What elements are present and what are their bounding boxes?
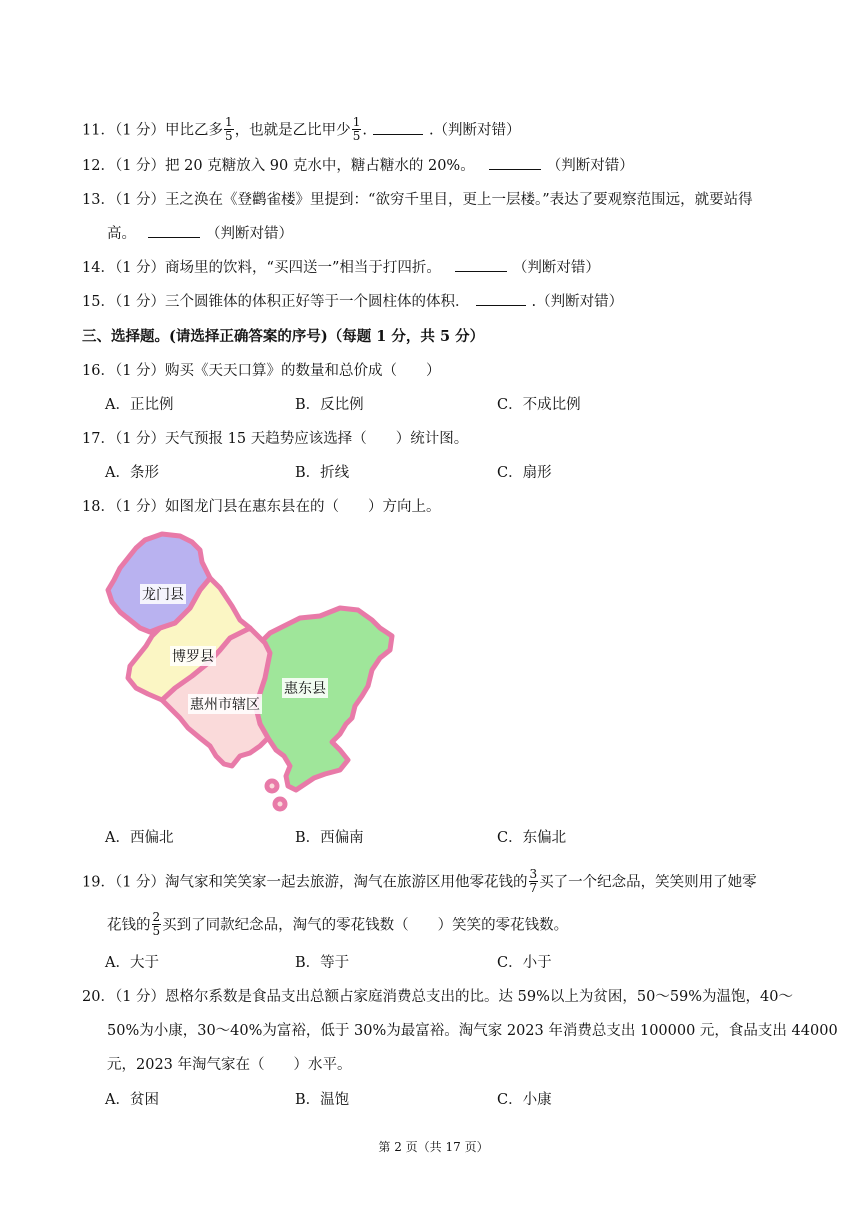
- option-c[interactable]: C．扇形: [497, 465, 552, 481]
- question-13-line2: 高。 （判断对错）: [107, 223, 293, 245]
- option-b[interactable]: B．等于: [295, 955, 350, 971]
- label-huidong: 惠东县: [282, 678, 328, 698]
- answer-blank[interactable]: [455, 257, 507, 272]
- option-b[interactable]: B．西偏南: [295, 830, 364, 846]
- option-c[interactable]: C．小于: [497, 955, 552, 971]
- question-18: 18．（1 分）如图龙门县在惠东县在的（ ）方向上。: [82, 499, 441, 515]
- question-15: 15．（1 分）三个圆锥体的体积正好等于一个圆柱体的体积． .（判断对错）: [82, 291, 623, 313]
- label-longmen: 龙门县: [140, 584, 186, 604]
- answer-blank[interactable]: [489, 155, 541, 170]
- question-20-line3: 元，2023 年淘气家在（ ）水平。: [107, 1057, 352, 1073]
- fraction: $\frac{1}{5}$: [352, 115, 361, 143]
- option-c[interactable]: C．东偏北: [497, 830, 567, 846]
- answer-blank[interactable]: [148, 223, 200, 238]
- question-14: 14．（1 分）商场里的饮料，“买四送一”相当于打四折。 （判断对错）: [82, 257, 600, 279]
- fraction: $\frac{1}{5}$: [225, 115, 233, 143]
- option-c[interactable]: C．不成比例: [497, 397, 581, 413]
- option-b[interactable]: B．反比例: [295, 397, 364, 413]
- question-11: 11．（1 分）甲比乙多 $\frac{1}{5}$ ，也就是乙比甲少 $\frac{1}{5}$ . .（判断对错）: [82, 115, 521, 143]
- question-19-line1: 19．（1 分）淘气家和笑笑家一起去旅游，淘气在旅游区用他零花钱的 $\frac{3}{7}$ 买了一个纪念品，笑笑则用了她零: [82, 867, 757, 895]
- option-a[interactable]: A．正比例: [105, 397, 174, 413]
- question-17: 17．（1 分）天气预报 15 天趋势应该选择（ ）统计图。: [82, 431, 469, 447]
- fraction: $\frac{2}{5}$: [152, 910, 161, 938]
- region-huidong: [250, 608, 392, 790]
- question-16: 16．（1 分）购买《天天口算》的数量和总价成（ ）: [82, 363, 441, 379]
- question-19-line2: 花钱的 $\frac{2}{5}$ 买到了同款纪念品，淘气的零花钱数（ ）笑笑的零花钱数。: [107, 910, 569, 938]
- label-huizhou: 惠州市辖区: [188, 694, 262, 714]
- answer-blank[interactable]: [373, 120, 423, 135]
- label-boluo: 博罗县: [170, 646, 216, 666]
- county-map: [100, 528, 400, 818]
- question-20-line2: 50%为小康，30～40%为富裕，低于 30%为最富裕。淘气家 2023 年消费总支出 100000 元，食品支出 44000: [107, 1023, 838, 1039]
- option-b[interactable]: B．折线: [295, 465, 350, 481]
- island: [267, 781, 277, 791]
- option-a[interactable]: A．大于: [105, 955, 159, 971]
- question-12: 12．（1 分）把 20 克糖放入 90 克水中，糖占糖水的 20%。 （判断对错）: [82, 155, 634, 177]
- option-a[interactable]: A．贫困: [105, 1092, 159, 1108]
- option-a[interactable]: A．西偏北: [105, 830, 174, 846]
- island: [275, 799, 285, 809]
- option-b[interactable]: B．温饱: [295, 1092, 350, 1108]
- option-c[interactable]: C．小康: [497, 1092, 552, 1108]
- question-13-line1: 13．（1 分）王之涣在《登鹳雀楼》里提到：“欲穷千里目，更上一层楼。”表达了要观察范围远，就要站得: [82, 192, 753, 208]
- section-title: 三、选择题。(请选择正确答案的序号)（每题 1 分，共 5 分）: [82, 328, 485, 345]
- answer-blank[interactable]: [476, 291, 526, 306]
- map-svg: [100, 528, 400, 818]
- page-footer: 第 2 页（共 17 页）: [378, 1140, 489, 1154]
- fraction: $\frac{3}{7}$: [529, 867, 538, 895]
- option-a[interactable]: A．条形: [105, 465, 159, 481]
- question-20-line1: 20．（1 分）恩格尔系数是食品支出总额占家庭消费总支出的比。达 59%以上为贫困，50～59%为温饱，40～: [82, 989, 793, 1005]
